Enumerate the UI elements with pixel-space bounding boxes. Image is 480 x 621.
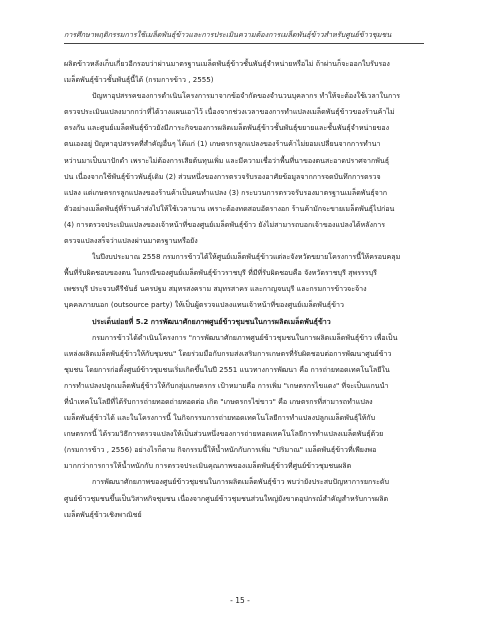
paragraph-line: ผลิตข้าวหลังเก็บเกี่ยวอีกรอบว่าผ่านมาตรฐานเมล็ดพันธุ์ข้าวชั้นพันธุ์จำหน่ายหรือไม่ ถ้าผ่านก็จะออกใบรับรอง bbox=[64, 59, 390, 68]
paragraph-line: กรมการข้าวได้ดำเนินโครงการ "การพัฒนาศักยภาพศูนย์ข้าวชุมชนในการผลิตเมล็ดพันธุ์ข้าว เพื่อเป็น bbox=[92, 332, 398, 342]
paragraph-line: หว่านมาเป็นนาปักดำ เพราะไม่ต้องการเสียต้นทุนเพิ่ม และมีความเชื่อว่าพื้นที่นาของตนสะอาดปราศจากพันธุ์ bbox=[64, 155, 390, 165]
paragraph-line: ชุมชน โดยการก่อตั้งศูนย์ข้าวชุมชนเริ่มเกิดขึ้นในปี 2551 แนวทางการพัฒนา คือ การถ่ายทอดเทคโนโลยีใน bbox=[64, 364, 390, 374]
paragraph-line: ปน เนื่องจากใช้พันธุ์ข้าวพันธุ์เดิม (2) ส่วนหนึ่งของการตรวจรับรองอาศัยข้อมูลจากการจดบันทึกการตรวจ bbox=[64, 171, 381, 181]
paragraph-line: มากกว่าการการให้น้ำหนักกับ การตรวจประเมินคุณภาพของเมล็ดพันธุ์ข้าวที่ศูนย์ข้าวชุมชนผลิต bbox=[64, 461, 352, 471]
paragraph-line: แปลง แต่เกษตรกรลูกแปลงของร้านค้าเป็นคนทำแปลง (3) กระบวนการตรวจรับรองมาตรฐานเมล็ดพันธุ์จาก bbox=[64, 187, 388, 197]
paragraph-line: ตรงกัน และศูนย์เมล็ดพันธุ์ข้าวยังมีภาระกิจของการผลิตเมล็ดพันธุ์ข้าวชั้นพันธุ์ขยายและชั้นพันธุ์จำหน่ายของ bbox=[64, 123, 390, 133]
paragraph-line: การพัฒนาศักยภาพของศูนย์ข้าวชุมชนในการผลิตเมล็ดพันธุ์ข้าว พบว่ายังประสบปัญหาการยกระดับ bbox=[92, 477, 390, 487]
running-header: การศึกษาพฤติกรรมการใช้เมล็ดพันธุ์ข้าวและการประเมินความต้องการเมล็ดพันธุ์ข้าวสำหรับศูนย์ข้าวชุมชน bbox=[64, 30, 392, 39]
paragraph-line: ตนเองอยู่ ปัญหาอุปสรรคที่สำคัญอื่นๆ ได้แก่ (1) เกษตรกรลูกแปลงของร้านค้าไม่ยอมเปลี่ยนจากการทำนา bbox=[64, 139, 381, 149]
page-number: - 15 - bbox=[230, 596, 250, 605]
paragraph-line: การทำแปลงปลูกเมล็ดพันธุ์ข้าวให้กับกลุ่มเกษตรกร เป้าหมายคือ การเพิ่ม "เกษตรกรไขแดง" ที่จะเป็นแกนนำ bbox=[64, 380, 389, 390]
paragraph-line: เมล็ดพันธุ์ข้าวเชิงพาณิชย์ bbox=[64, 509, 142, 519]
paragraph-line: เพชรบุรี ประจวบคีรีขันธ์ นครปฐม สมุทรสงคราม สมุทรสาคร และกาญจนบุรี และกรมการข้าวจะจ้าง bbox=[64, 284, 367, 294]
paragraph-line: เมล็ดพันธุ์ข้าวได้ และในโครงการนี้ ในกิจกรรมการถ่ายทอดเทคโนโลยีการทำแปลงปลูกเมล็ดพันธุ์ให้กับ bbox=[64, 413, 376, 423]
section-heading: ประเด็นย่อยที่ 5.2 การพัฒนาศักยภาพศูนย์ข้าวชุมชนในการผลิตเมล็ดพันธุ์ข้าว bbox=[92, 316, 331, 326]
paragraph-line: ตัวอย่างเมล็ดพันธุ์ที่ร้านค้าส่งไปให้ใช้เวลานาน เพราะต้องทดสอบอัตรางอก ร้านค้ามักจะขายเมล็ดพันธุ์ไปก่อน bbox=[64, 203, 395, 213]
paragraph-line: (กรมการข้าว , 2556) อย่างไรก็ตาม กิจกรรมนี้ให้น้ำหนักกับการเพิ่ม "ปริมาณ" เมล็ดพันธุ์ข้าวที่เพียงพอ bbox=[64, 445, 377, 455]
paragraph-line: ศูนย์ข้าวชุมชนขึ้นเป็นวิสาหกิจชุมชน เนื่องจากศูนย์ข้าวชุมชนส่วนใหญ่ยังขาดอุปกรณ์สำคัญสำหรับการผลิต bbox=[64, 493, 389, 503]
paragraph-line: ตรวจแปลงสร็จว่าแปลงผ่านมาตรฐานหรือยัง bbox=[64, 236, 198, 246]
body-text bbox=[64, 56, 416, 523]
paragraph-line: บุคคลภายนอก (outsource party) ให้เป็นผู้ตรวจแปลงแทนเจ้าหน้าที่ของศูนย์เมล็ดพันธุ์ข้าว bbox=[64, 300, 344, 310]
paragraph-line: เกษตรกรนี้ ได้รวมวิธีการตรวจแปลงให้เป็นส่วนหนึ่งของการถ่ายทอดเทคโนโลยีการทำแปลงเมล็ดพันธุ์ด้วย bbox=[64, 429, 384, 439]
paragraph-line: ในปีงบประมาณ 2558 กรมการข้าวได้ให้ศูนย์เมล็ดพันธุ์ข้าวแต่ละจังหวัดขยายโครงการนี้ให้ครอบคลุม bbox=[92, 252, 401, 262]
header-divider bbox=[64, 43, 424, 44]
paragraph-line: เมล็ดพันธุ์ข้าวชั้นพันธุ์นี้ได้ (กรมการข้าว , 2555) bbox=[64, 75, 214, 85]
paragraph-line: ที่นำเทคโนโลยีที่ได้รับการถ่ายทอดถ่ายทอดต่อ เกิด "เกษตรกรไข่ขาว" คือ เกษตรกรที่สามารถทำแปลง bbox=[64, 396, 373, 406]
paragraph-line: ตรวจประเมินแปลงมากกว่าที่ได้วางแผนเอาไว้ เนื่องจากช่วงเวลาของการทำแปลงเมล็ดพันธุ์ข้าวของร้านค้าไม่ bbox=[64, 107, 395, 117]
paragraph-line: ปัญหาอุปสรรคของการดำเนินโครงการมาจากข้อจำกัดของจำนวนบุคลากร ทำให้จะต้องใช้เวลาในการ bbox=[92, 91, 401, 101]
paragraph-line: แหล่งผลิตเมล็ดพันธุ์ข้าวให้กับชุมชน" โดยร่วมมือกับกรมส่งเสริมการเกษตรที่รับผิดชอบต่อการพัฒนาศูนย์ข้าว bbox=[64, 348, 392, 358]
paragraph-line: (4) การตรวจประเมินแปลงของเจ้าหน้าที่ของศูนย์เมล็ดพันธุ์ข้าว ยังไม่สามารถบอกเจ้าของแปลงได้หลังการ bbox=[64, 219, 386, 229]
paragraph-line: พื้นที่รับผิดชอบของตน ในกรณีของศูนย์เมล็ดพันธุ์ข้าวราชบุรี ที่มีที่รับผิดชอบคือ จังหวัดราชบุรี สุพรรรบุรี bbox=[64, 268, 377, 278]
